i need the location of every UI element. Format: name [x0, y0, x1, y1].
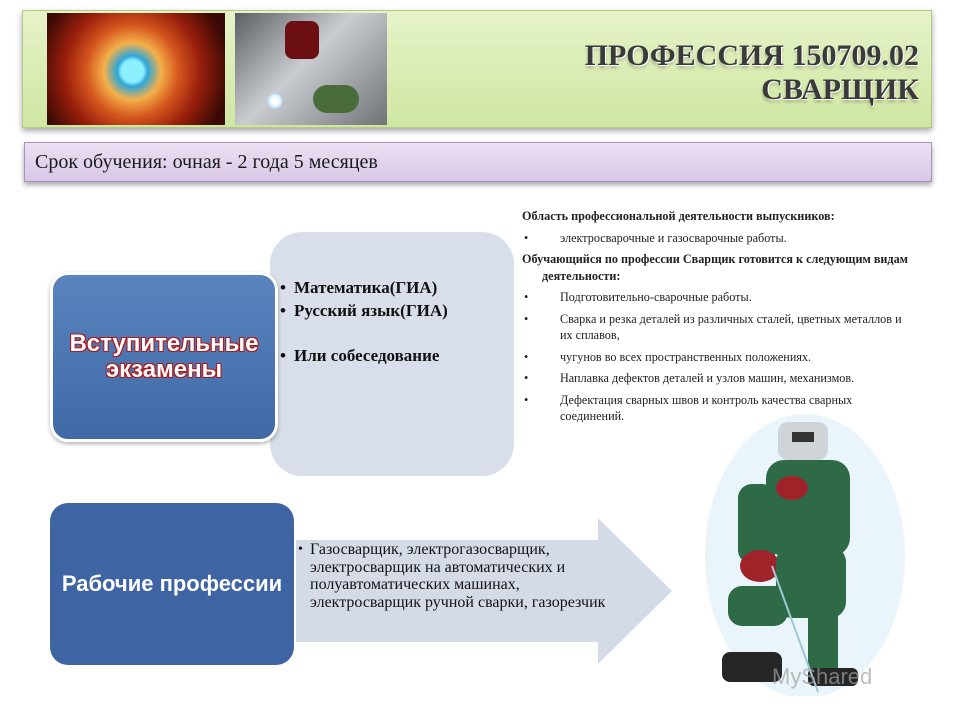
entrance-exams-label: Вступительные экзамены	[69, 330, 259, 383]
welding-spark-shape	[267, 93, 283, 109]
activity-item: • Дефектация сварных швов и контроль качества сварных соединений.	[522, 392, 912, 425]
exam-list-panel	[270, 232, 514, 476]
working-professions-text: • Газосварщик, электрогазосварщик, электросварщик на автоматических и полуавтоматических машинах, электросварщик ручной сварки, газорезчик	[298, 541, 610, 611]
study-term-bar	[24, 142, 932, 182]
study-term-text: Срок обучения: очная - 2 года 5 месяцев	[35, 151, 378, 173]
exam-item: • Или собеседование	[278, 344, 448, 367]
watermark: MyShared	[772, 664, 873, 689]
activity-item: • чугунов во всех пространственных положениях.	[522, 349, 912, 366]
working-professions-box	[50, 503, 294, 665]
activity-heading-1: Область профессиональной деятельности выпускников:	[522, 209, 835, 223]
exam-item: • Математика(ГИА)	[278, 276, 448, 299]
activity-heading-2: Обучающийся по профессии Сварщик готовится к следующим видам деятельности:	[522, 252, 908, 283]
kneeling-welder-illustration	[700, 406, 910, 696]
working-professions-list	[298, 541, 610, 611]
exam-item: • Русский язык(ГИА)	[278, 299, 448, 322]
activity-item: • электросварочные и газосварочные работы.	[522, 230, 912, 247]
title-line-2: СВАРЩИК	[761, 73, 919, 106]
header-banner	[22, 10, 932, 128]
welding-glove-shape	[313, 85, 359, 113]
title-line-1: ПРОФЕССИЯ 150709.02	[584, 39, 919, 72]
welder-photo	[235, 13, 387, 125]
activity-item: • Сварка и резка деталей из различных сталей, цветных металлов и их сплавов,	[522, 311, 912, 344]
welding-mask-shape	[285, 21, 319, 59]
activity-section	[522, 208, 912, 425]
activity-item: • Наплавка дефектов деталей и узлов машин, механизмов.	[522, 370, 912, 387]
activity-item: • Подготовительно-сварочные работы.	[522, 289, 912, 306]
working-professions-label: Рабочие профессии	[61, 571, 283, 596]
page-title	[585, 39, 919, 107]
exam-list	[278, 276, 448, 367]
entrance-exams-box	[50, 272, 278, 442]
welding-flame-photo	[47, 13, 225, 125]
